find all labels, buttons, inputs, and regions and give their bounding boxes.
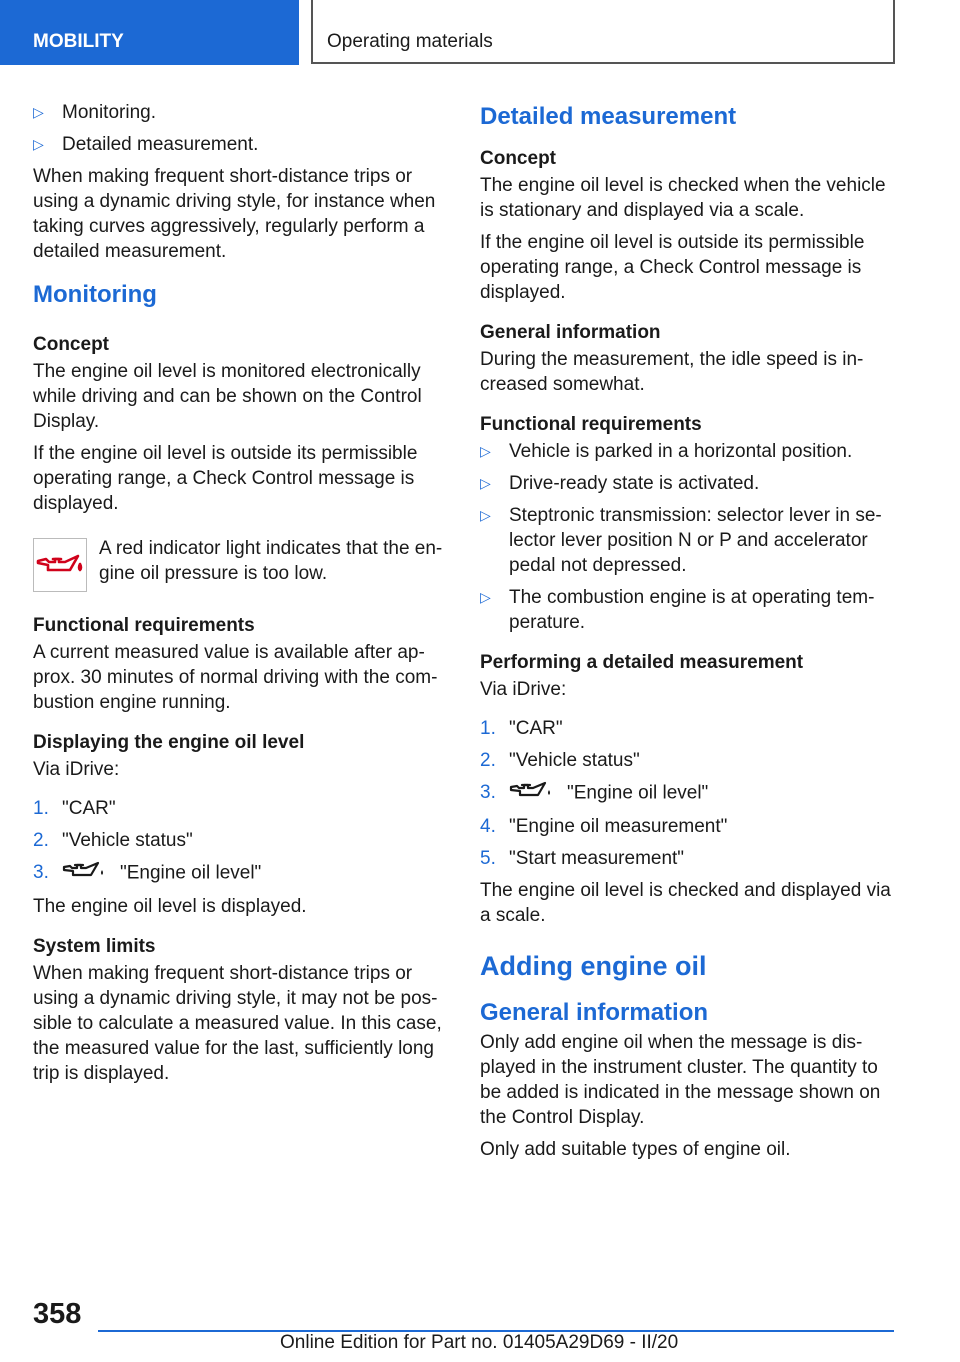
intro-paragraph: When making frequent short-distance trips or using a dynamic driving style, for instance when taking curves aggressively, regularly perform a detailed measurement.	[33, 166, 436, 262]
detailed-functional-heading: Functional requirements	[480, 414, 702, 435]
list-item: ▷ Monitoring.	[33, 102, 156, 123]
via-idrive-text: Via iDrive:	[480, 679, 567, 700]
detailed-general-paragraph: During the measurement, the idle speed is in‐creased somewhat.	[480, 349, 864, 395]
triangle-right-outline-icon: ▷	[480, 475, 491, 491]
performing-result-text: The engine oil level is checked and displayed via a scale.	[480, 880, 891, 926]
functional-requirements-list	[480, 439, 892, 635]
indicator-text: A red indicator light indicates that the en‐gine oil pressure is too low.	[99, 538, 443, 584]
list-item: 2. "Vehicle status"	[33, 830, 193, 851]
monitoring-concept-heading: Concept	[33, 334, 109, 355]
triangle-right-outline-icon: ▷	[33, 136, 44, 152]
adding-paragraph-2: Only add suitable types of engine oil.	[480, 1139, 791, 1160]
adding-general-heading: General information	[480, 999, 709, 1026]
list-item: 2. "Vehicle status"	[480, 750, 640, 771]
monitoring-heading: Monitoring	[33, 281, 157, 308]
header-section-tab	[0, 0, 299, 65]
detailed-concept-paragraph-1: The engine oil level is checked when the vehicle is stationary and displayed via a scale.	[480, 175, 886, 221]
monitoring-functional-paragraph: A current measured value is available after ap‐prox. 30 minutes of normal driving with the com‐bustion engine running.	[33, 642, 438, 713]
list-item: ▷ Steptronic transmission: selector lever in se‐lector lever position N or P and accelerator pedal not depressed.	[480, 505, 882, 576]
header-chapter-tab	[311, 0, 895, 64]
header-section-label: MOBILITY	[33, 31, 124, 52]
list-item: ▷ Drive-ready state is activated.	[480, 473, 760, 494]
oil-can-icon	[509, 780, 559, 807]
monitoring-concept-paragraph-1: The engine oil level is monitored electronically while driving and can be shown on the Control Display.	[33, 361, 422, 432]
oil-pressure-warning-light-icon	[33, 538, 87, 592]
displaying-result-text: The engine oil level is displayed.	[33, 896, 307, 917]
list-item: ▷ Vehicle is parked in a horizontal position.	[480, 441, 853, 462]
left-column	[33, 100, 448, 1093]
list-item: 1. "CAR"	[480, 718, 563, 739]
detailed-concept-heading: Concept	[480, 148, 556, 169]
adding-engine-oil-heading: Adding engine oil	[480, 951, 707, 981]
system-limits-heading: System limits	[33, 936, 156, 957]
performing-steps-list	[480, 716, 892, 871]
system-limits-paragraph: When making frequent short-distance trips or using a dynamic driving style, it may not be pos‐sible to calculate a measured value. In this case, the measured value for the last, sufficiently long trip is displayed.	[33, 963, 442, 1084]
oil-pressure-indicator-note	[33, 536, 448, 596]
right-column	[480, 100, 892, 1169]
list-item: 3. "Engine oil level"	[480, 780, 892, 807]
list-item: 4. "Engine oil measurement"	[480, 816, 728, 837]
monitoring-functional-heading: Functional requirements	[33, 615, 255, 636]
displaying-steps-list	[33, 796, 448, 887]
list-item: 5. "Start measurement"	[480, 848, 685, 869]
detailed-concept-paragraph-2: If the engine oil level is outside its permissible operating range, a Check Control message is displayed.	[480, 232, 865, 303]
triangle-right-outline-icon: ▷	[480, 443, 491, 459]
triangle-right-outline-icon: ▷	[480, 589, 491, 605]
list-item: 1. "CAR"	[33, 798, 116, 819]
list-item: ▷ Detailed measurement.	[33, 134, 259, 155]
intro-bullet-list	[33, 100, 448, 157]
detailed-general-heading: General information	[480, 322, 661, 343]
triangle-right-outline-icon: ▷	[480, 507, 491, 523]
triangle-right-outline-icon: ▷	[33, 104, 44, 120]
performing-measurement-heading: Performing a detailed measurement	[480, 652, 804, 673]
header-chapter-label: Operating materials	[327, 31, 493, 52]
detailed-measurement-heading: Detailed measurement	[480, 103, 737, 130]
oil-can-icon	[62, 860, 112, 887]
displaying-oil-level-heading: Displaying the engine oil level	[33, 732, 305, 753]
monitoring-concept-paragraph-2: If the engine oil level is outside its permissible operating range, a Check Control message is displayed.	[33, 443, 418, 514]
adding-paragraph-1: Only add engine oil when the message is dis‐played in the instrument cluster. The quantity to be added is indicated in the message shown on the Control Display.	[480, 1032, 881, 1128]
footer-edition-text: Online Edition for Part no. 01405A29D69 - II/20	[280, 1332, 679, 1353]
list-item: 3. "Engine oil level"	[33, 860, 448, 887]
list-item: ▷ The combustion engine is at operating tem‐perature.	[480, 587, 875, 633]
page-number: 358	[33, 1298, 82, 1330]
via-idrive-text: Via iDrive:	[33, 759, 120, 780]
